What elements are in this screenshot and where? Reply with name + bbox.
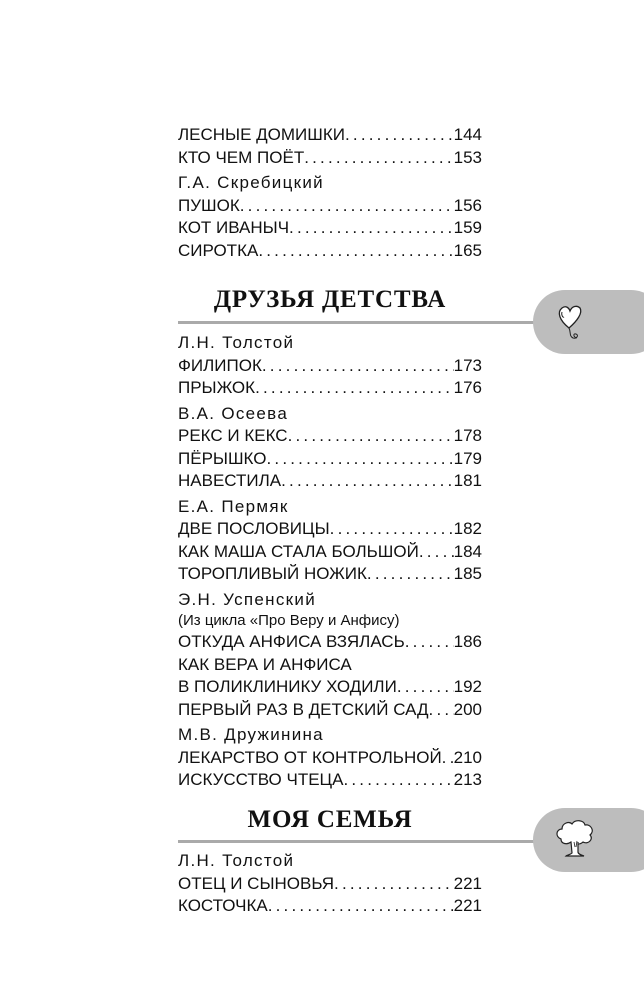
- page-number: 153: [453, 147, 482, 167]
- author-name: В.А. Осеева: [178, 403, 289, 423]
- page-number: 221: [453, 896, 482, 915]
- entry-title: ПЕРВЫЙ РАЗ В ДЕТСКИЙ САД: [178, 699, 429, 719]
- toc-entry[interactable]: [178, 195, 482, 218]
- author-name: Г.А. Скребицкий: [178, 173, 324, 192]
- page-number: 179: [453, 448, 482, 468]
- dot-leader: [419, 541, 454, 564]
- entry-title: КОСТОЧКА: [178, 896, 268, 915]
- page-number: 221: [453, 873, 482, 893]
- toc-section-friends: [178, 329, 482, 792]
- toc-entry[interactable]: [178, 240, 482, 263]
- entry-title: РЕКС И КЕКС: [178, 426, 288, 445]
- entry-title-line: КАК ВЕРА И АНФИСА: [178, 654, 352, 674]
- entry-title: ЛЕСНЫЕ ДОМИШКИ: [178, 125, 345, 144]
- entry-title: ЛЕКАРСТВО ОТ КОНТРОЛЬНОЙ: [178, 747, 442, 767]
- page-number: 156: [453, 195, 482, 215]
- toc-entry[interactable]: [178, 563, 482, 586]
- section-divider: [178, 840, 538, 843]
- author-name: Л.Н. Толстой: [178, 333, 295, 352]
- toc-entry[interactable]: [178, 217, 482, 240]
- toc-section-family: [178, 847, 482, 918]
- toc-entry[interactable]: [178, 873, 482, 896]
- cycle-note: (Из цикла «Про Веру и Анфису): [178, 612, 400, 629]
- section-tab: [533, 808, 644, 872]
- dot-leader: [266, 448, 453, 471]
- toc-entry[interactable]: [178, 518, 482, 541]
- author-name: Э.Н. Успенский: [178, 589, 317, 609]
- toc-entry[interactable]: [178, 470, 482, 493]
- dot-leader: [429, 699, 454, 722]
- entry-title: ПУШОК: [178, 195, 240, 215]
- dot-leader: [304, 147, 453, 170]
- page-number: 182: [453, 519, 482, 538]
- page-number: 176: [453, 378, 482, 397]
- toc-entry[interactable]: [178, 147, 482, 170]
- entry-title: ТОРОПЛИВЫЙ НОЖИК: [178, 564, 367, 583]
- section-divider: [178, 321, 538, 324]
- page-number: 210: [453, 747, 482, 767]
- page-number: 184: [453, 541, 482, 561]
- entry-title: ОТЕЦ И СЫНОВЬЯ: [178, 873, 335, 893]
- dot-leader: [367, 563, 454, 586]
- entry-title: КАК МАША СТАЛА БОЛЬШОЙ: [178, 541, 419, 561]
- dot-leader: [397, 676, 454, 699]
- dot-leader: [330, 518, 454, 541]
- toc-entry[interactable]: [178, 699, 482, 722]
- page-number: 144: [453, 125, 482, 144]
- entry-title: ОТКУДА АНФИСА ВЗЯЛАСЬ: [178, 632, 405, 651]
- page-number: 185: [453, 564, 482, 583]
- entry-title: СИРОТКА: [178, 240, 259, 260]
- entry-title: КОТ ИВАНЫЧ: [178, 218, 290, 237]
- page-number: 200: [453, 699, 482, 719]
- toc-entry[interactable]: [178, 541, 482, 564]
- toc-entry[interactable]: [178, 769, 482, 792]
- page-number: 181: [453, 471, 482, 490]
- author-name: Е.А. Пермяк: [178, 496, 289, 516]
- dot-leader: [288, 425, 454, 448]
- tree-icon: [553, 817, 597, 861]
- toc-entry[interactable]: [178, 124, 482, 147]
- entry-title: В ПОЛИКЛИНИКУ ХОДИЛИ: [178, 677, 397, 696]
- page-number: 159: [453, 218, 482, 237]
- dot-leader: [334, 873, 454, 896]
- dot-leader: [405, 631, 454, 654]
- dot-leader: [289, 217, 454, 240]
- toc-entry[interactable]: [178, 355, 482, 378]
- entry-title: ПЁРЫШКО: [178, 448, 267, 468]
- entry-title: ИСКУССТВО ЧТЕЦА: [178, 770, 344, 789]
- entry-title: ДВЕ ПОСЛОВИЦЫ: [178, 519, 330, 538]
- author-name: М.В. Дружинина: [178, 725, 324, 744]
- dot-leader: [262, 355, 454, 378]
- dot-leader: [345, 124, 454, 147]
- section-heading: МОЯ СЕМЬЯ: [247, 806, 413, 833]
- toc-section-continued: [178, 124, 482, 262]
- dot-leader: [258, 240, 453, 263]
- page-number: 173: [453, 355, 482, 375]
- section-tab: [533, 290, 644, 354]
- page-number: 213: [453, 770, 482, 789]
- dot-leader: [268, 895, 454, 918]
- dot-leader: [343, 769, 453, 792]
- toc-entry[interactable]: [178, 631, 482, 654]
- entry-title: НАВЕСТИЛА: [178, 471, 282, 490]
- toc-entry[interactable]: [178, 747, 482, 770]
- page-number: 186: [453, 632, 482, 651]
- toc-entry[interactable]: [178, 425, 482, 448]
- page-number: 178: [453, 426, 482, 445]
- toc-entry[interactable]: [178, 377, 482, 400]
- entry-title: КТО ЧЕМ ПОЁТ: [178, 147, 305, 167]
- page-number: 165: [453, 240, 482, 260]
- toc-entry[interactable]: [178, 448, 482, 471]
- dot-leader: [281, 470, 454, 493]
- section-heading: ДРУЗЬЯ ДЕТСТВА: [213, 286, 447, 313]
- entry-title: ФИЛИПОК: [178, 355, 262, 375]
- author-name: Л.Н. Толстой: [178, 851, 295, 870]
- heart-balloon-icon: [555, 302, 595, 344]
- entry-title: ПРЫЖОК: [178, 378, 256, 397]
- dot-leader: [255, 377, 454, 400]
- dot-leader: [442, 747, 454, 770]
- toc-entry[interactable]: [178, 895, 482, 918]
- toc-entry[interactable]: [178, 676, 482, 699]
- page-number: 192: [453, 677, 482, 696]
- dot-leader: [240, 195, 454, 218]
